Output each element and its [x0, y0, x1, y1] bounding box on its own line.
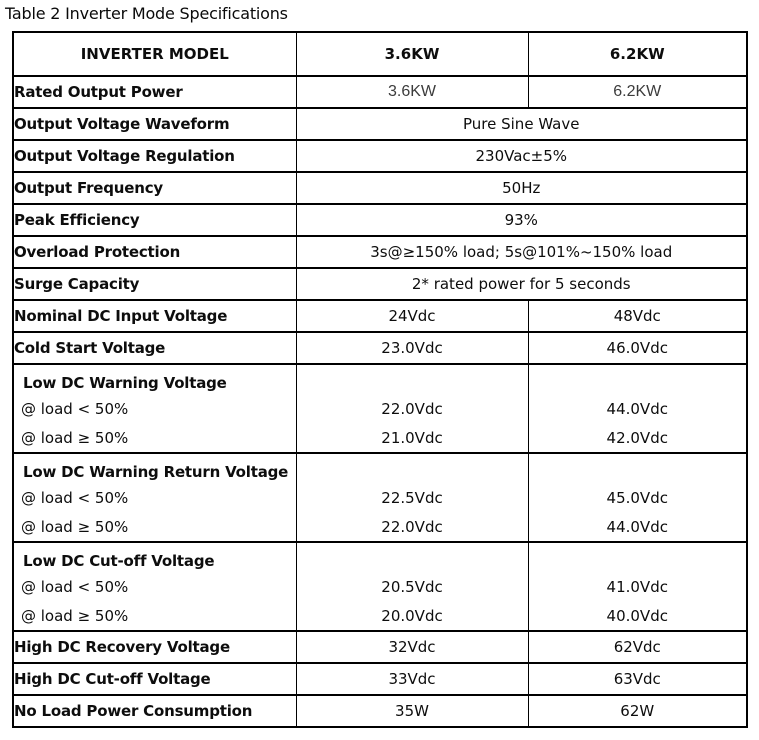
- group-title: Low DC Warning Voltage: [23, 374, 227, 392]
- group-condition: @ load ≥ 50%: [21, 517, 129, 536]
- spec-row: [13, 631, 747, 663]
- spec-row-group: [13, 453, 747, 542]
- value-cell: 3.6KW: [296, 76, 528, 108]
- value-cell: [528, 453, 747, 542]
- value-cell: [528, 542, 747, 631]
- value-cell: 62Vdc: [528, 631, 747, 663]
- spec-row: [13, 268, 747, 300]
- row-label: Cold Start Voltage: [13, 332, 296, 364]
- row-label: High DC Recovery Voltage: [13, 631, 296, 663]
- group-value: 40.0Vdc: [606, 606, 668, 625]
- group-value: 44.0Vdc: [606, 399, 668, 418]
- value-cell: 46.0Vdc: [528, 332, 747, 364]
- group-value: 21.0Vdc: [381, 428, 443, 447]
- value-cell: 3s@≥150% load; 5s@101%~150% load: [296, 236, 747, 268]
- inverter-spec-table: [12, 31, 748, 728]
- page-title: Table 2 Inverter Mode Specifications: [5, 4, 288, 23]
- group-value: 44.0Vdc: [606, 517, 668, 536]
- group-condition: @ load < 50%: [21, 577, 129, 596]
- spec-row: [13, 204, 747, 236]
- value-cell: 33Vdc: [296, 663, 528, 695]
- group-value: 22.0Vdc: [381, 517, 443, 536]
- spec-row: [13, 695, 747, 727]
- table-header-row: [13, 32, 747, 76]
- spec-row-group: [13, 542, 747, 631]
- value-cell: 62W: [528, 695, 747, 727]
- row-label: [13, 453, 296, 542]
- header-inverter-model: INVERTER MODEL: [13, 32, 296, 76]
- value-cell: [296, 453, 528, 542]
- header-model-6-2kw: 6.2KW: [528, 32, 747, 76]
- group-title: Low DC Warning Return Voltage: [23, 463, 289, 481]
- value-cell: 63Vdc: [528, 663, 747, 695]
- group-value: 20.0Vdc: [381, 606, 443, 625]
- group-condition: @ load ≥ 50%: [21, 606, 129, 625]
- group-condition: @ load < 50%: [21, 399, 129, 418]
- row-label: Nominal DC Input Voltage: [13, 300, 296, 332]
- group-condition: @ load ≥ 50%: [21, 428, 129, 447]
- group-value: 41.0Vdc: [606, 577, 668, 596]
- row-label: Output Frequency: [13, 172, 296, 204]
- row-label: No Load Power Consumption: [13, 695, 296, 727]
- group-condition: @ load < 50%: [21, 488, 129, 507]
- value-cell: [296, 364, 528, 453]
- group-value: 22.5Vdc: [381, 488, 443, 507]
- spec-row: [13, 76, 747, 108]
- row-label: Peak Efficiency: [13, 204, 296, 236]
- spec-row: [13, 663, 747, 695]
- group-value: 45.0Vdc: [606, 488, 668, 507]
- value-cell: [296, 542, 528, 631]
- spec-row: [13, 300, 747, 332]
- value-cell: 93%: [296, 204, 747, 236]
- spec-row: [13, 332, 747, 364]
- group-value: 20.5Vdc: [381, 577, 443, 596]
- group-title: Low DC Cut-off Voltage: [23, 552, 215, 570]
- spec-row: [13, 140, 747, 172]
- value-cell: Pure Sine Wave: [296, 108, 747, 140]
- value-cell: 24Vdc: [296, 300, 528, 332]
- value-cell: 230Vac±5%: [296, 140, 747, 172]
- value-cell: 6.2KW: [528, 76, 747, 108]
- spec-row: [13, 236, 747, 268]
- value-cell: 2* rated power for 5 seconds: [296, 268, 747, 300]
- value-cell: 32Vdc: [296, 631, 528, 663]
- group-value: 42.0Vdc: [606, 428, 668, 447]
- row-label: Surge Capacity: [13, 268, 296, 300]
- row-label: [13, 364, 296, 453]
- value-cell: 50Hz: [296, 172, 747, 204]
- spec-row: [13, 172, 747, 204]
- row-label: High DC Cut-off Voltage: [13, 663, 296, 695]
- row-label: Output Voltage Waveform: [13, 108, 296, 140]
- group-value: 22.0Vdc: [381, 399, 443, 418]
- spec-row: [13, 108, 747, 140]
- header-model-3-6kw: 3.6KW: [296, 32, 528, 76]
- row-label: Rated Output Power: [13, 76, 296, 108]
- value-cell: 48Vdc: [528, 300, 747, 332]
- value-cell: [528, 364, 747, 453]
- row-label: Overload Protection: [13, 236, 296, 268]
- spec-row-group: [13, 364, 747, 453]
- row-label: Output Voltage Regulation: [13, 140, 296, 172]
- value-cell: 35W: [296, 695, 528, 727]
- value-cell: 23.0Vdc: [296, 332, 528, 364]
- row-label: [13, 542, 296, 631]
